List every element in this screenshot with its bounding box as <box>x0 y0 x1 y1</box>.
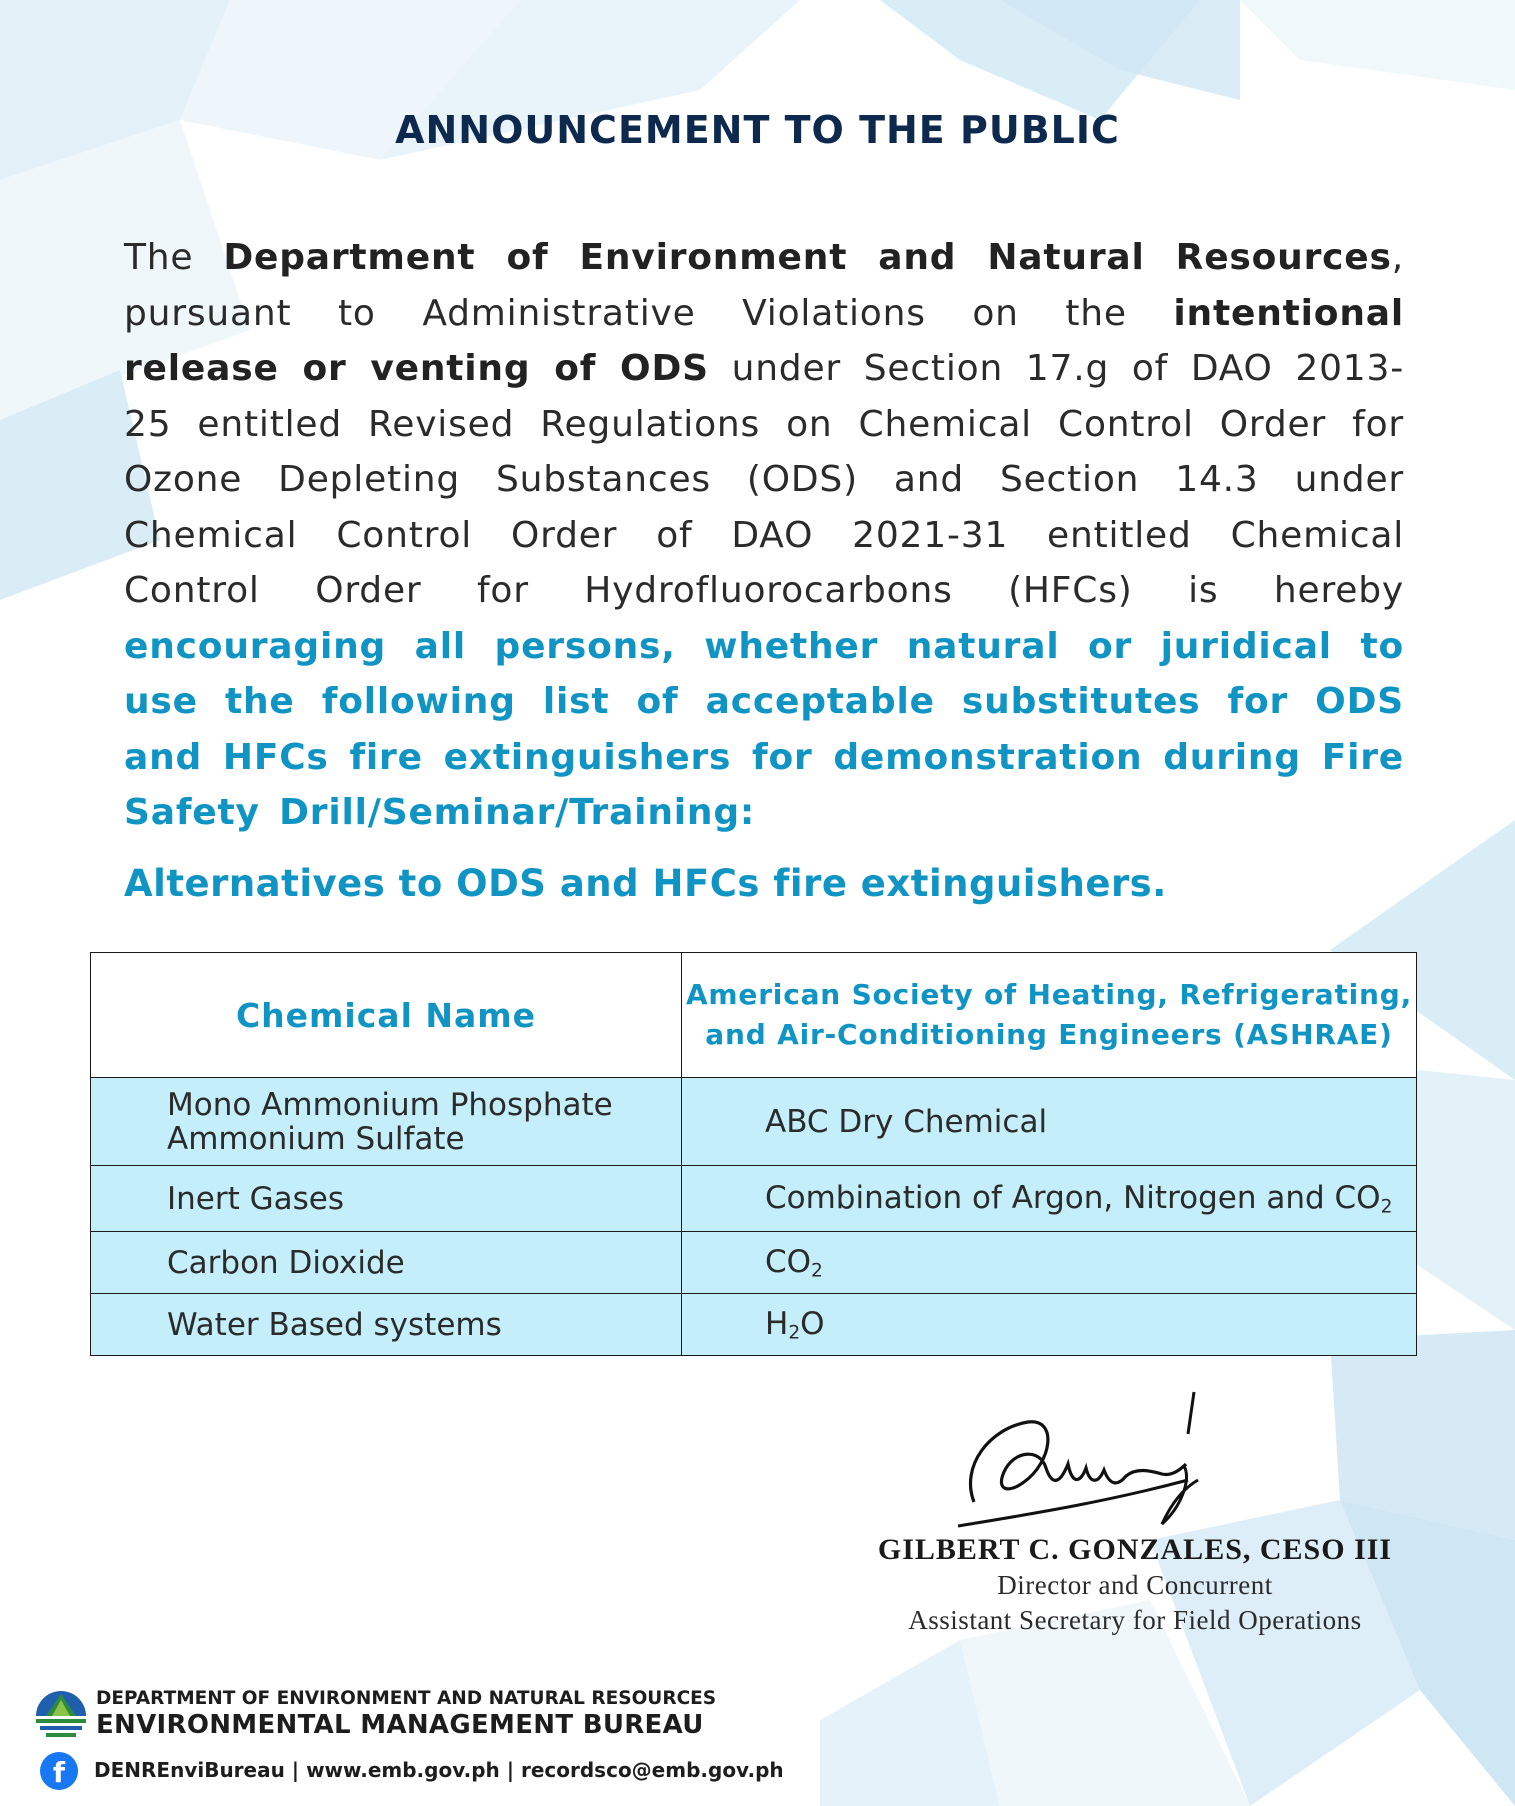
cell-ashrae-subscript: 2 <box>788 1322 801 1344</box>
cell-ashrae <box>682 1294 1417 1356</box>
table-row <box>91 1294 1417 1356</box>
handwritten-signature <box>948 1384 1268 1534</box>
body-violation-emphasis: intentional release or venting of ODS <box>124 292 1404 389</box>
facebook-icon[interactable]: f <box>40 1752 78 1790</box>
alternatives-heading: Alternatives to ODS and HFCs fire extinguishers. <box>124 862 1167 905</box>
cell-ashrae-subscript: 2 <box>811 1260 823 1282</box>
cell-ashrae <box>682 1166 1417 1232</box>
cell-chemical: Water Based systems <box>91 1294 682 1356</box>
cell-ashrae-text: CO <box>765 1243 812 1280</box>
cell-chemical-line1: Mono Ammonium Phosphate <box>167 1086 613 1123</box>
signatory-title-line1: Director and Concurrent <box>997 1570 1273 1600</box>
denr-logo-icon <box>34 1686 88 1740</box>
cell-ashrae-text: H <box>765 1305 789 1342</box>
body-intro: The <box>124 237 224 278</box>
cell-chemical <box>91 1078 682 1166</box>
cell-chemical: Carbon Dioxide <box>91 1232 682 1294</box>
signatory-title-line2: Assistant Secretary for Field Operations <box>908 1605 1362 1635</box>
header-ashrae <box>682 953 1417 1078</box>
cell-ashrae-text-end: O <box>800 1305 825 1342</box>
footer-department-name: DEPARTMENT OF ENVIRONMENT AND NATURAL RESOURCES <box>96 1688 717 1709</box>
body-pursuant-text: , pursuant to Administrative Violations on the <box>124 237 1404 334</box>
footer-contact-info[interactable]: DENREnviBureau | www.emb.gov.ph | recordsco@emb.gov.ph <box>94 1758 784 1782</box>
page-title: ANNOUNCEMENT TO THE PUBLIC <box>395 108 1120 152</box>
table-row <box>91 1166 1417 1232</box>
cell-ashrae-subscript: 2 <box>1380 1196 1393 1218</box>
announcement-body <box>124 230 1404 841</box>
body-regulations-text: under Section 17.g of DAO 2013-25 entitled Revised Regulations on Chemical Control Order for Ozone Depleting Substances (ODS) and Section 14.3 under Chemical Control Order of DAO 2021-31 entitled Chemical Control Order for Hydrofluorocarbons (HFCs) is hereby <box>124 348 1404 611</box>
footer-bureau-name: ENVIRONMENTAL MANAGEMENT BUREAU <box>96 1710 704 1740</box>
signatory-block <box>850 1532 1420 1638</box>
header-ashrae-line1: American Society of Heating, Refrigerating, <box>685 978 1413 1011</box>
cell-ashrae-text: Combination of Argon, Nitrogen and CO <box>765 1179 1381 1216</box>
header-ashrae-line2: and Air-Conditioning Engineers (ASHRAE) <box>705 1018 1393 1051</box>
body-encouragement-highlight: encouraging all persons, whether natural or juridical to use the following list of acceptable substitutes for ODS and HFCs fire extinguishers for demonstration during Fire Safety Drill/Seminar/Training: <box>124 625 1404 833</box>
header-chemical-name: Chemical Name <box>91 953 682 1078</box>
cell-chemical: Inert Gases <box>91 1166 682 1232</box>
cell-chemical-line2: Ammonium Sulfate <box>167 1120 465 1157</box>
table-header-row <box>91 953 1417 1078</box>
table-row <box>91 1078 1417 1166</box>
cell-ashrae: ABC Dry Chemical <box>682 1078 1417 1166</box>
cell-ashrae <box>682 1232 1417 1294</box>
table-row <box>91 1232 1417 1294</box>
body-department-name: Department of Environment and Natural Resources <box>223 237 1392 278</box>
signatory-name: GILBERT C. GONZALES, CESO III <box>877 1533 1393 1566</box>
alternatives-table <box>90 952 1417 1356</box>
